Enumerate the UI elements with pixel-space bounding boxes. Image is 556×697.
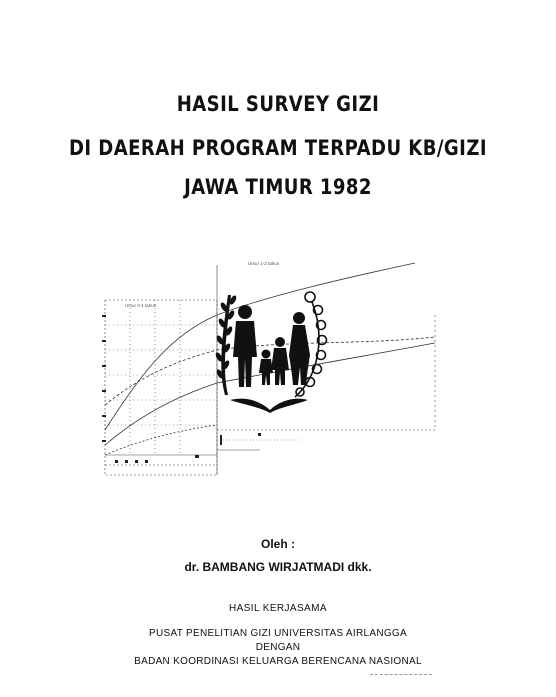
institution-1: PUSAT PENELITIAN GIZI UNIVERSITAS AIRLANGGA: [149, 628, 407, 639]
figure-label-top: Umur 1-2 tahun: [248, 261, 280, 266]
ribbon-icon: [230, 399, 308, 413]
conjunction: DENGAN: [255, 642, 301, 653]
title-line-2: DI DAERAH PROGRAM TERPADU KB/GIZI: [68, 136, 488, 160]
growth-chart-left: [105, 300, 217, 475]
by-label: Oleh :: [260, 537, 295, 551]
family-silhouette-icon: [233, 305, 310, 387]
title-line-1: HASIL SURVEY GIZI: [176, 92, 380, 116]
author-name: dr. BAMBANG WIRJATMADI dkk.: [184, 560, 372, 574]
growth-chart-family-illustration: [100, 255, 450, 485]
cooperation-heading: HASIL KERJASAMA: [229, 603, 327, 614]
figure-label-left: Umur 0-1 tahun: [125, 303, 157, 308]
underline-divider: [370, 674, 432, 675]
title-line-3: JAWA TIMUR 1982: [184, 175, 372, 199]
institution-2: BADAN KOORDINASI KELUARGA BERENCANA NASIONAL: [134, 656, 422, 667]
